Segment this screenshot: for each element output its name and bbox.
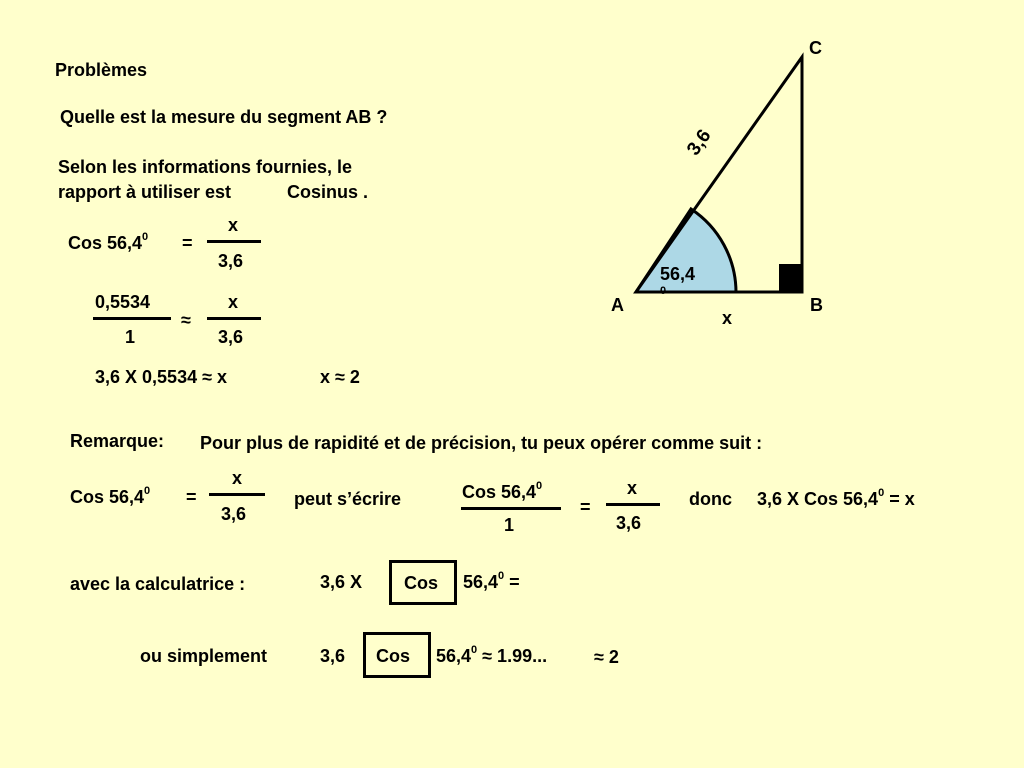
intro-line-1: Selon les informations fournies, le (58, 157, 353, 177)
calculator-suffix: $56,4^0$ = (463, 570, 520, 592)
step2-right-denominator: 3,6 (218, 327, 244, 347)
remark-equals-2: = (580, 497, 591, 517)
step3-result: x ≈ 2 (320, 367, 360, 387)
page-title: Problèmes (55, 60, 148, 80)
remark-lhs: Cos 56,4$^0$ (70, 485, 151, 507)
step1-denominator: 3,6 (218, 251, 244, 271)
remark-final-expression: 3,6 X Cos $56,4^0 = x$ (757, 487, 915, 509)
remark-denominator: 3,6 (221, 504, 247, 524)
simple-suffix: $56,4^0 \approx 1.99$... (436, 644, 548, 666)
step1-numerator: x (228, 215, 239, 235)
step3-expression: 3,6 X 0,5534 ≈ x (95, 367, 227, 387)
calculator-label: avec la calculatrice : (70, 574, 246, 594)
angle-unit: 0 (660, 285, 667, 297)
right-angle-marker (779, 264, 801, 292)
remark-therefore: donc (689, 489, 732, 509)
remark-numerator-2: x (627, 478, 638, 498)
simple-result: ≈ 2 (594, 647, 619, 667)
step1-lhs: Cos 56,4$^0$ (68, 231, 149, 253)
step2-left-denominator: 1 (125, 327, 136, 347)
remark-cos-denominator: 1 (504, 515, 515, 535)
ratio-name: Cosinus . (287, 182, 369, 202)
vertex-a-label: A (611, 295, 624, 315)
step1-equals: = (182, 233, 193, 253)
vertex-b-label: B (810, 295, 823, 315)
base-label: x (722, 308, 733, 328)
remark-can-write: peut s’écrire (294, 489, 402, 509)
remark-text: Pour plus de rapidité et de précision, tu peux opérer comme suit : (200, 433, 763, 453)
step2-left-numerator: 0,5534 (95, 292, 151, 312)
angle-label: 56,4 (660, 264, 696, 284)
simple-label: ou simplement (140, 646, 268, 666)
remark-equals: = (186, 487, 197, 507)
remark-cos-numerator: Cos 56,4$^0$ (462, 480, 543, 502)
remark-numerator: x (232, 468, 243, 488)
vertex-c-label: C (809, 38, 822, 58)
intro-line-2: rapport à utiliser est (58, 182, 232, 202)
cos-key-label-2: Cos (376, 646, 411, 666)
hypotenuse-label: 3,6 (683, 125, 716, 160)
calculator-prefix: 3,6 X (320, 572, 363, 592)
remark-label: Remarque: (70, 431, 165, 451)
step2-approx: ≈ (181, 310, 191, 330)
question-text: Quelle est la mesure du segment AB ? (60, 107, 388, 127)
step2-right-numerator: x (228, 292, 239, 312)
simple-prefix: 3,6 (320, 646, 346, 666)
cos-key-label: Cos (404, 573, 439, 593)
remark-denominator-2: 3,6 (616, 513, 642, 533)
